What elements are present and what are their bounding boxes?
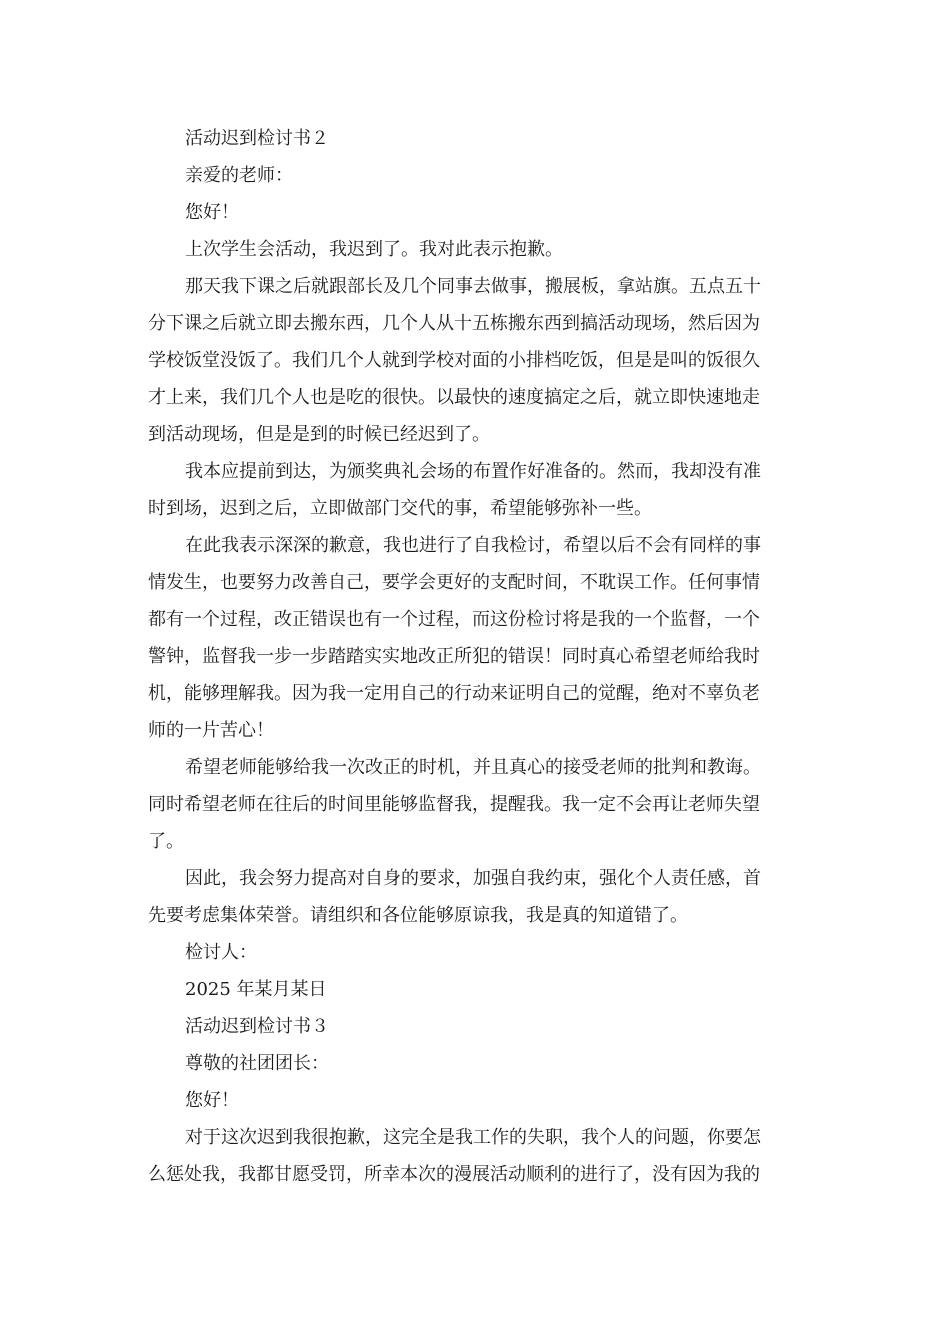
- text-line: 了。: [148, 831, 184, 852]
- text-line: 尊敬的社团团长：: [185, 1053, 329, 1074]
- text-line: 机，能够理解我。因为我一定用自己的行动来证明自己的觉醒，绝对不辜负老: [148, 683, 760, 704]
- text-line: 对于这次迟到我很抱歉，这完全是我工作的失职，我个人的问题，你要怎: [185, 1127, 761, 1148]
- text-line: 您好！: [185, 202, 239, 223]
- text-line: 上次学生会活动，我迟到了。我对此表示抱歉。: [185, 239, 563, 260]
- text-line: 亲爱的老师：: [185, 165, 293, 186]
- text-line: 2025 年某月某日: [185, 979, 327, 1000]
- text-line: 活动迟到检讨书２: [185, 128, 329, 149]
- text-line: 因此，我会努力提高对自身的要求，加强自我约束，强化个人责任感，首: [185, 868, 761, 889]
- text-line: 希望老师能够给我一次改正的时机，并且真心的接受老师的批判和教诲。: [185, 757, 761, 778]
- text-line: 都有一个过程，改正错误也有一个过程，而这份检讨将是我的一个监督，一个: [148, 609, 760, 630]
- text-line: 您好！: [185, 1090, 239, 1111]
- text-line: 到活动现场，但是是到的时候已经迟到了。: [148, 424, 490, 445]
- text-line: 先要考虑集体荣誉。请组织和各位能够原谅我，我是真的知道错了。: [148, 905, 688, 926]
- text-line: 才上来，我们几个人也是吃的很快。以最快的速度搞定之后，就立即快速地走: [148, 387, 760, 408]
- text-line: 师的一片苦心！: [148, 720, 274, 741]
- text-line: 检讨人：: [185, 942, 257, 963]
- text-line: 分下课之后就立即去搬东西，几个人从十五栋搬东西到搞活动现场，然后因为: [148, 313, 760, 334]
- text-line: 我本应提前到达，为颁奖典礼会场的布置作好准备的。然而，我却没有准: [185, 461, 761, 482]
- document-body: [148, 120, 802, 1193]
- text-line: 同时希望老师在往后的时间里能够监督我，提醒我。我一定不会再让老师失望: [148, 794, 760, 815]
- text-line: 活动迟到检讨书３: [185, 1016, 329, 1037]
- text-line: 么惩处我，我都甘愿受罚，所幸本次的漫展活动顺利的进行了，没有因为我的: [148, 1164, 760, 1185]
- text-line: 学校饭堂没饭了。我们几个人就到学校对面的小排档吃饭，但是是叫的饭很久: [148, 350, 760, 371]
- text-line: 警钟，监督我一步一步踏踏实实地改正所犯的错误！同时真心希望老师给我时: [148, 646, 760, 667]
- text-line: 时到场，迟到之后，立即做部门交代的事，希望能够弥补一些。: [148, 498, 652, 519]
- text-line: 情发生，也要努力改善自己，要学会更好的支配时间，不耽误工作。任何事情: [148, 572, 760, 593]
- text-line: 那天我下课之后就跟部长及几个同事去做事，搬展板，拿站旗。五点五十: [185, 276, 761, 297]
- text-line: 在此我表示深深的歉意，我也进行了自我检讨，希望以后不会有同样的事: [185, 535, 761, 556]
